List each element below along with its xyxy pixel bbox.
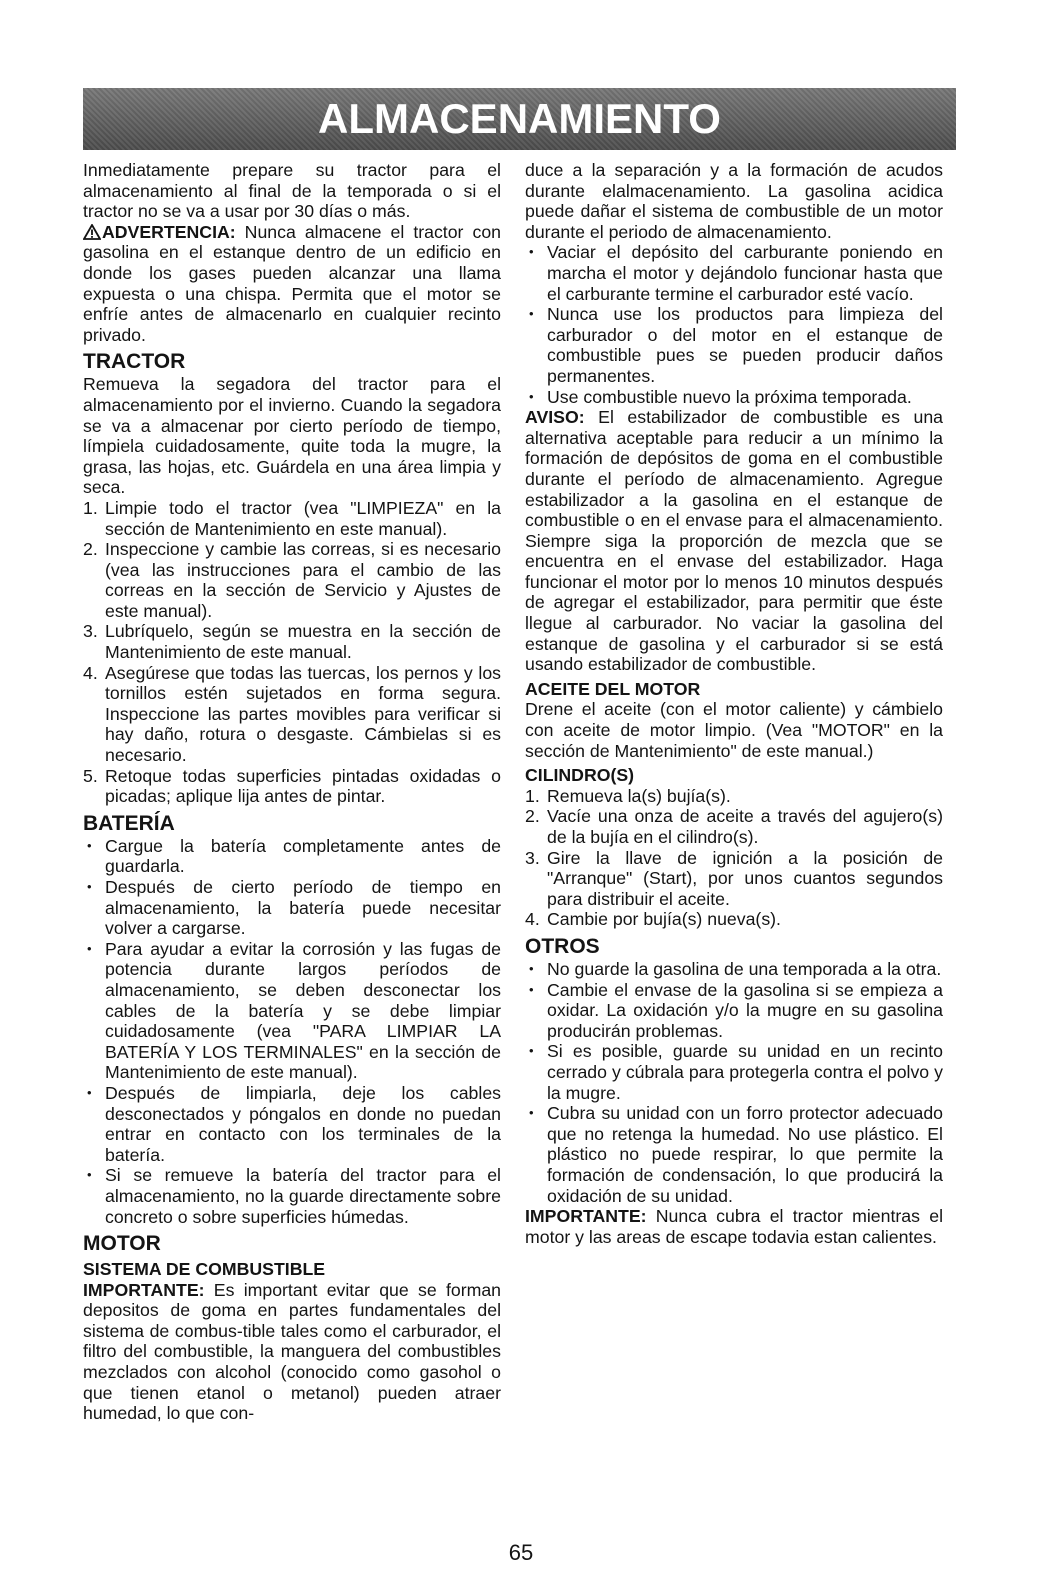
aviso-label: AVISO: [525, 407, 585, 428]
list-item: • Cargue la batería completamente antes de guardarla. [83, 836, 501, 877]
otros-list [525, 959, 943, 1206]
step-number: 5. [83, 765, 98, 786]
list-item [83, 766, 501, 807]
step-number: 4. [83, 662, 98, 683]
list-item [83, 498, 501, 539]
step-text: Cambie por bujía(s) nueva(s). [547, 909, 781, 930]
list-item: • Después de limpiarla, deje los cables desconectados y póngalos en donde no puedan entrar en contacto con los terminales de la batería. [83, 1083, 501, 1165]
list-item: • Use combustible nuevo la próxima temporada. [525, 387, 943, 408]
step-number: 4. [525, 909, 540, 930]
bateria-list [83, 836, 501, 1227]
left-column [83, 160, 501, 1424]
list-item: • Cambie el envase de la gasolina si se empieza a oxidar. La oxidación y/o la mugre en su gasolina producirán problemas. [525, 980, 943, 1042]
aviso-text: El estabilizador de combustible es una alternativa aceptable para reducir a un mínimo la formación de depósitos de goma en el combustible durante el período de almacenamiento. Agregue estabilizador a la gasolina en el estanque de combustible o en el envase para el almacenamiento. Siempre siga la proporción de mezcla que se encuentra en el envase del estabilizador. Haga funcionar el motor por lo menos 10 minutos después de agregar el estabilizador, para permitir que éste llegue al carburador. No vaciar la gasolina del estanque de gasolina y el carburador si se está usando estabilizador de combustible. [525, 407, 943, 675]
list-item: • Después de cierto período de tiempo en almacenamiento, la batería puede necesitar volver a cargarse. [83, 877, 501, 939]
otros-important-paragraph [525, 1206, 943, 1247]
step-text: Asegúrese que todas las tuercas, los pernos y los tornillos estén sujetados en forma segura. Inspeccione las partes movibles para verificar si hay daño, rotura o desgaste. Cámbielas si es necesario. [105, 662, 501, 766]
list-item: • Si se remueve la batería del tractor para el almacenamiento, no la guarde directamente sobre concreto o sobre superficies húmedas. [83, 1165, 501, 1227]
step-text: Gire la llave de ignición a la posición de "Arranque" (Start), por unos cuantos segundos para distribuir el aceite. [547, 847, 943, 909]
list-item [525, 806, 943, 847]
warning-paragraph [83, 222, 501, 346]
list-item: • Si es posible, guarde su unidad en un recinto cerrado y cúbrala para protegerla contra el polvo y la mugre. [525, 1041, 943, 1103]
list-item: • Para ayudar a evitar la corrosión y las fugas de potencia durante largos períodos de almacenamiento, se deben desconectar los cables de la batería y se debe limpiar cuidadosamente (vea "PARA LIMPIAR LA BATERÍA Y LOS TERMINALES" en la sección de Mantenimiento de este manual). [83, 939, 501, 1083]
aceite-heading: ACEITE DEL MOTOR [525, 678, 701, 699]
step-text: Retoque todas superficies pintadas oxidadas o picadas; aplique lija antes de pintar. [105, 765, 501, 807]
step-number: 3. [525, 847, 540, 868]
motor-important-paragraph [83, 1280, 501, 1424]
right-column [525, 160, 943, 1247]
page-number: 65 [508, 1540, 534, 1565]
aceite-paragraph: Drene el aceite (con el motor caliente) y cámbielo con aceite de motor limpio. (Vea "MOTOR" en la sección de Mantenimiento" de este manual.) [525, 699, 943, 761]
fuel-list [525, 242, 943, 407]
list-item: • No guarde la gasolina de una temporada a la otra. [525, 959, 943, 980]
step-number: 1. [525, 785, 540, 806]
fuel-system-subheading: SISTEMA DE COMBUSTIBLE [83, 1259, 326, 1280]
aviso-paragraph [525, 407, 943, 675]
page-title: ALMACENAMIENTO [318, 95, 721, 142]
step-text: Limpie todo el tractor (vea "LIMPIEZA" en la sección de Mantenimiento en este manual). [105, 497, 501, 539]
step-number: 1. [83, 497, 98, 518]
section-banner [83, 88, 956, 150]
step-number: 3. [83, 621, 98, 642]
important-label: IMPORTANTE: [83, 1279, 205, 1300]
list-item [525, 786, 943, 807]
continued-paragraph: duce a la separación y a la formación de acudos durante elalmacenamiento. La gasolina acidica puede dañar el sistema de combustible de un motor durante el periodo de almacenamiento. [525, 160, 943, 242]
step-text: Inspeccione y cambie las correas, si es necesario (vea las instrucciones para el cambio de las correas en la sección de Servicio y Ajustes de este manual). [105, 539, 501, 621]
tractor-heading: TRACTOR [83, 350, 186, 374]
list-item: • Cubra su unidad con un forro protector adecuado que no retenga la humedad. No use plástico. El plástico no puede respirar, lo que permite la formación de condensación, lo que producirá la oxidación de su unidad. [525, 1103, 943, 1206]
motor-heading: MOTOR [83, 1232, 161, 1256]
list-item: • Nunca use los productos para limpieza del carburador o del motor en el estanque de combustible pues se pueden producir daños permanentes. [525, 304, 943, 386]
intro-paragraph: Inmediatamente prepare su tractor para el almacenamiento al final de la temporada o si el tractor no se va a usar por 30 días o más. [83, 160, 501, 222]
list-item: • Vaciar el depósito del carburante poniendo en marcha el motor y dejándolo funcionar hasta que el carburante termine el carburador esté vacío. [525, 242, 943, 304]
warning-text: Nunca almacene el tractor con gasolina en el estanque dentro de un edificio en donde los gases pueden alcanzar una llama expuesta o una chispa. Permita que el motor se enfríe antes de almacenarlo en cualquier recinto privado. [83, 221, 501, 345]
bateria-heading: BATERÍA [83, 811, 175, 835]
list-item [83, 539, 501, 621]
important-text: Nunca cubra el tractor mientras el motor y las areas de escape todavia estan calientes. [525, 1206, 943, 1247]
tractor-steps [83, 498, 501, 807]
otros-heading: OTROS [525, 934, 600, 958]
list-item [525, 848, 943, 910]
list-item [83, 663, 501, 766]
cilindros-heading: CILINDRO(S) [525, 765, 635, 786]
important-text: Es important evitar que se forman depositos de goma en partes fundamentales del sistema de combus-tible tales como el carburador, el filtro del combustible, la manguera del combustibles mezclados con alcohol (conocido como gasohol o que tienen etanol o metanol) pueden atraer humedad, lo que con- [83, 1279, 501, 1424]
warning-icon [83, 224, 101, 240]
step-text: Remueva la(s) bujía(s). [547, 785, 731, 806]
step-number: 2. [525, 806, 540, 827]
list-item [83, 621, 501, 662]
step-number: 2. [83, 539, 98, 560]
step-text: Vacíe una onza de aceite a través del agujero(s) de la bujía en el cilindro(s). [547, 806, 943, 847]
step-text: Lubríquelo, según se muestra en la sección de Mantenimiento de este manual. [105, 621, 501, 663]
tractor-paragraph: Remueva la segadora del tractor para el almacenamiento por el invierno. Cuando la segadora se va a almacenar por cierto período de tiempo, límpiela cuidadosamente, quite toda la mugre, la grasa, las hojas, etc. Guárdela en una área limpia y seca. [83, 374, 501, 498]
list-item [525, 909, 943, 930]
warning-label: ADVERTENCIA: [102, 221, 236, 242]
cilindros-steps [525, 786, 943, 930]
important-label: IMPORTANTE: [525, 1206, 647, 1227]
